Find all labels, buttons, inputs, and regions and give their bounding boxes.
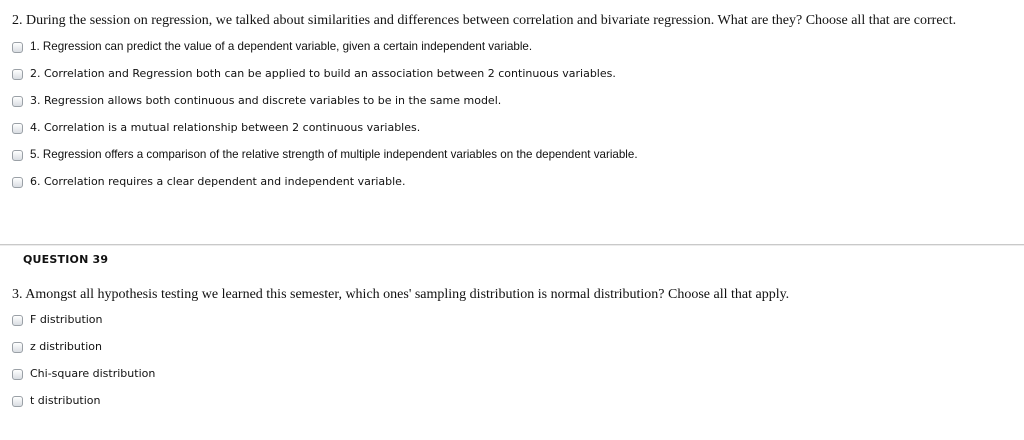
answer-option-3[interactable] [12,92,501,110]
option-label: 1. Regression can predict the value of a dependent variable, given a certain independent variable. [30,40,533,53]
answer-option-2[interactable] [12,65,616,83]
question-prompt: 2. During the session on regression, we talked about similarities and differences between correlation and bivariate regression. What are they? Choose all that are correct. [12,13,957,28]
answer-option-6[interactable] [12,173,405,191]
question-prompt: 3. Amongst all hypothesis testing we learned this semester, which ones' sampling distribution is normal distribution? Choose all that apply. [12,287,790,302]
checkbox[interactable] [12,369,23,380]
option-label: 4. Correlation is a mutual relationship between 2 continuous variables. [30,121,421,134]
option-label: z distribution [30,340,102,353]
answer-option-1[interactable] [12,38,532,56]
option-label: 5. Regression offers a comparison of the relative strength of multiple independent variables on the dependent variable. [30,148,638,161]
checkbox[interactable] [12,177,23,188]
checkbox[interactable] [12,396,23,407]
answer-option-t-distribution[interactable] [12,392,101,410]
checkbox[interactable] [12,123,23,134]
checkbox[interactable] [12,96,23,107]
checkbox[interactable] [12,342,23,353]
answer-option-5[interactable] [12,146,638,164]
checkbox[interactable] [12,69,23,80]
checkbox[interactable] [12,42,23,53]
checkbox[interactable] [12,150,23,161]
answer-option-chi-square-distribution[interactable] [12,365,155,383]
option-label: 3. Regression allows both continuous and discrete variables to be in the same model. [30,94,502,107]
answer-option-z-distribution[interactable] [12,338,102,356]
section-divider-shadow [0,245,1024,246]
answer-option-4[interactable] [12,119,420,137]
answer-option-f-distribution[interactable] [12,311,103,329]
option-label: 2. Correlation and Regression both can be applied to build an association between 2 continuous variables. [30,67,616,80]
option-label: Chi-square distribution [30,367,156,380]
option-label: 6. Correlation requires a clear dependent and independent variable. [30,175,406,188]
option-label: t distribution [30,394,101,407]
checkbox[interactable] [12,315,23,326]
question-heading: QUESTION 39 [23,253,109,266]
option-label: F distribution [30,313,103,326]
